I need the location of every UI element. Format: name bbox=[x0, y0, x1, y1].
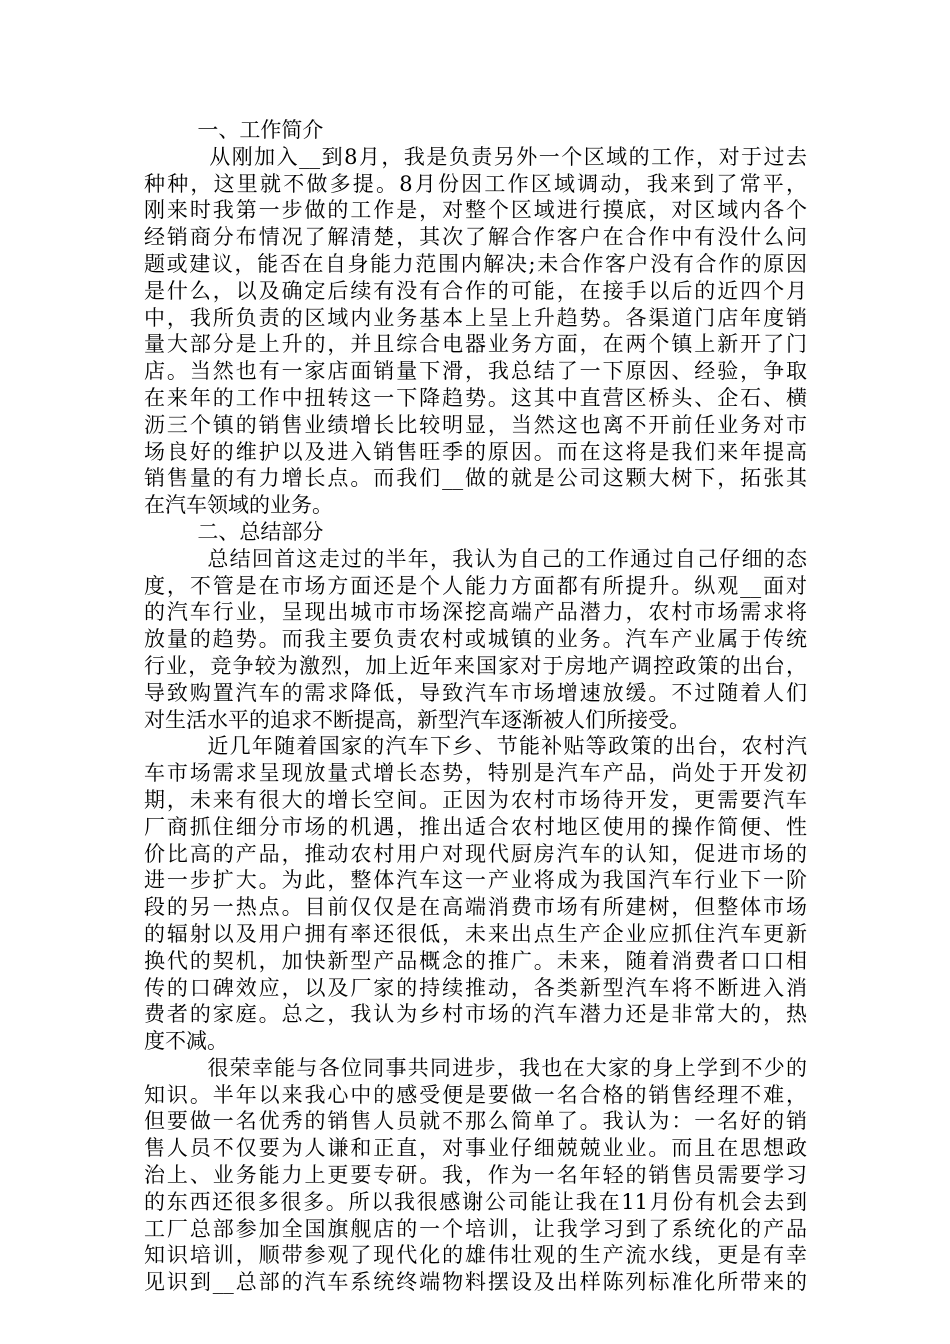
text-line: 知识培训，顺带参观了现代化的雄伟壮观的生产流水线，更是有幸 bbox=[144, 1243, 807, 1268]
text-line: 店。当然也有一家店面销量下滑，我总结了一下原因、经验，争取 bbox=[144, 359, 807, 384]
text-line: 销售量的有力增长点。而我们__做的就是公司这颗大树下，拓张其 bbox=[144, 466, 807, 491]
text-line: 对生活水平的追求不断提高，新型汽车逐渐被人们所接受。 bbox=[144, 707, 690, 732]
text-line: 二、总结部分 bbox=[144, 519, 324, 544]
text-line: 传的口碑效应，以及厂家的持续推动，各类新型汽车将不断进入消 bbox=[144, 975, 807, 1000]
text-line: 是什么，以及确定后续有没有合作的可能，在接手以后的近四个月 bbox=[144, 278, 807, 303]
text-line: 治上、业务能力上更要专研。我，作为一名年轻的销售员需要学习 bbox=[144, 1163, 807, 1188]
text-line: 期，未来有很大的增长空间。正因为农村市场待开发，更需要汽车 bbox=[144, 787, 807, 812]
text-line: 售人员不仅要为人谦和正直，对事业仔细兢兢业业。而且在思想政 bbox=[144, 1136, 807, 1161]
text-line: 从刚加入__到8月，我是负责另外一个区域的工作，对于过去 bbox=[144, 144, 807, 169]
text-line: 价比高的产品，推动农村用户对现代厨房汽车的认知，促进市场的 bbox=[144, 841, 807, 866]
text-line: 一、工作简介 bbox=[144, 118, 324, 142]
text-line: 放量的趋势。而我主要负责农村或城镇的业务。汽车产业属于传统 bbox=[144, 627, 807, 652]
text-line: 量大部分是上升的，并且综合电器业务方面，在两个镇上新开了门 bbox=[144, 332, 807, 357]
text-line: 见识到__总部的汽车系统终端物料摆设及出样陈列标准化所带来的 bbox=[144, 1270, 807, 1295]
text-line: 题或建议，能否在自身能力范围内解决;未合作客户没有合作的原因 bbox=[144, 251, 807, 276]
text-line: 车市场需求呈现放量式增长态势，特别是汽车产品，尚处于开发初 bbox=[144, 761, 807, 786]
text-line: 厂商抓住细分市场的机遇，推出适合农村地区使用的操作简便、性 bbox=[144, 814, 807, 839]
text-line: 的东西还很多很多。所以我很感谢公司能让我在11月份有机会去到 bbox=[144, 1189, 807, 1214]
text-line: 种种，这里就不做多提。8月份因工作区域调动，我来到了常平， bbox=[144, 171, 807, 196]
text-line: 进一步扩大。为此，整体汽车这一产业将成为我国汽车行业下一阶 bbox=[144, 868, 807, 893]
text-line: 度不减。 bbox=[144, 1029, 228, 1054]
text-line: 度，不管是在市场方面还是个人能力方面都有所提升。纵观__面对 bbox=[144, 573, 807, 598]
text-line: 近几年随着国家的汽车下乡、节能补贴等政策的出台，农村汽 bbox=[144, 734, 807, 759]
text-line: 沥三个镇的销售业绩增长比较明显，当然这也离不开前任业务对市 bbox=[144, 412, 807, 437]
text-line: 的汽车行业，呈现出城市市场深挖高端产品潜力，农村市场需求将 bbox=[144, 600, 807, 625]
text-line: 费者的家庭。总之，我认为乡村市场的汽车潜力还是非常大的，热 bbox=[144, 1002, 807, 1027]
text-line: 在来年的工作中扭转这一下降趋势。这其中直营区桥头、企石、横 bbox=[144, 385, 807, 410]
text-line: 知识。半年以来我心中的感受便是要做一名合格的销售经理不难， bbox=[144, 1082, 807, 1107]
document-body bbox=[144, 117, 807, 1296]
text-line: 总结回首这走过的半年，我认为自己的工作通过自己仔细的态 bbox=[144, 546, 807, 571]
text-line: 刚来时我第一步做的工作是，对整个区域进行摸底，对区域内各个 bbox=[144, 198, 807, 223]
text-line: 行业，竞争较为激烈，加上近年来国家对于房地产调控政策的出台， bbox=[144, 653, 807, 678]
text-line: 换代的契机，加快新型产品概念的推广。未来，随着消费者口口相 bbox=[144, 948, 807, 973]
text-line: 但要做一名优秀的销售人员就不那么简单了。我认为：一名好的销 bbox=[144, 1109, 807, 1134]
text-line: 段的另一热点。目前仅仅是在高端消费市场有所建树，但整体市场 bbox=[144, 895, 807, 920]
text-line: 经销商分布情况了解清楚，其次了解合作客户在合作中有没什么问 bbox=[144, 225, 807, 250]
text-line: 很荣幸能与各位同事共同进步，我也在大家的身上学到不少的 bbox=[144, 1055, 807, 1080]
text-line: 导致购置汽车的需求降低，导致汽车市场增速放缓。不过随着人们 bbox=[144, 680, 807, 705]
text-line: 工厂总部参加全国旗舰店的一个培训，让我学习到了系统化的产品 bbox=[144, 1216, 807, 1241]
text-line: 中，我所负责的区域内业务基本上呈上升趋势。各渠道门店年度销 bbox=[144, 305, 807, 330]
text-line: 场良好的维护以及进入销售旺季的原因。而在这将是我们来年提高 bbox=[144, 439, 807, 464]
text-line: 的辐射以及用户拥有率还很低，未来出点生产企业应抓住汽车更新 bbox=[144, 921, 807, 946]
text-line: 在汽车领域的业务。 bbox=[144, 493, 333, 518]
